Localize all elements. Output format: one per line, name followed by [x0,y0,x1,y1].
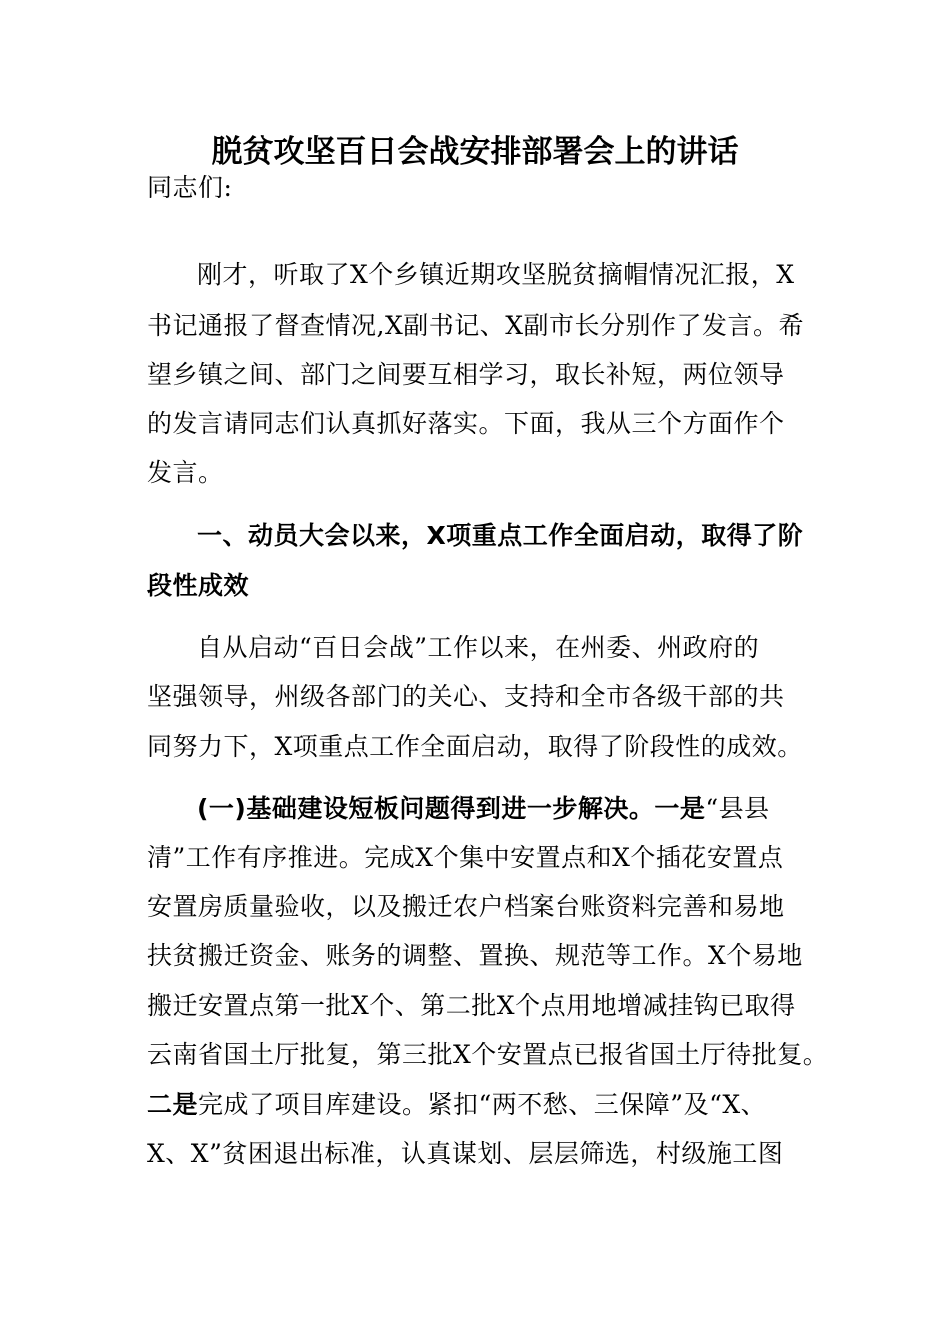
paragraph-line: 清”工作有序推进。完成X个集中安置点和X个插花安置点 [147,843,784,872]
paragraph-line: 刚才，听取了X个乡镇近期攻坚脱贫摘帽情况汇报，X [197,260,795,289]
paragraph-line: 同努力下，X项重点工作全面启动，取得了阶段性的成效。 [147,732,803,761]
paragraph-line [147,1087,766,1123]
paragraph-text: “县县 [705,794,770,823]
paragraph-line: 坚强领导，州级各部门的关心、支持和全市各级干部的共 [147,682,785,711]
greeting: 同志们: [147,173,233,202]
paragraph-line: 云南省国土厅批复，第三批X个安置点已报省国土厅待批复。 [147,1040,829,1069]
document-title: 脱贫攻坚百日会战安排部署会上的讲话 [211,134,739,170]
paragraph-text: 完成了项目库建设。紧扣“两不愁、三保障”及“X、 [198,1090,767,1119]
paragraph-line: 扶贫搬迁资金、账务的调整、置换、规范等工作。X个易地 [147,941,803,970]
section-heading: 段性成效 [147,571,250,600]
paragraph-line: X、X”贫困退出标准，认真谋划、层层筛选，村级施工图 [147,1139,784,1168]
subheading: (一)基础建设短板问题得到进一步解决。一是 [197,794,706,823]
subheading: 二是 [147,1090,199,1119]
paragraph-line: 搬迁安置点第一批X个、第二批X个点用地增减挂钩已取得 [147,991,796,1020]
paragraph-line: 发言。 [147,458,224,487]
paragraph-line: 书记通报了督查情况,X副书记、X副市长分别作了发言。希 [147,311,805,340]
paragraph-line: 的发言请同志们认真抓好落实。下面，我从三个方面作个 [147,409,785,438]
paragraph-line: 安置房质量验收，以及搬迁农户档案台账资料完善和易地 [147,892,785,921]
paragraph-line: 望乡镇之间、部门之间要互相学习，取长补短，两位领导 [147,360,785,389]
paragraph-line [197,791,770,827]
paragraph-line: 自从启动“百日会战”工作以来，在州委、州政府的 [197,633,760,662]
section-heading: 一、动员大会以来，X项重点工作全面启动，取得了阶 [197,521,804,550]
